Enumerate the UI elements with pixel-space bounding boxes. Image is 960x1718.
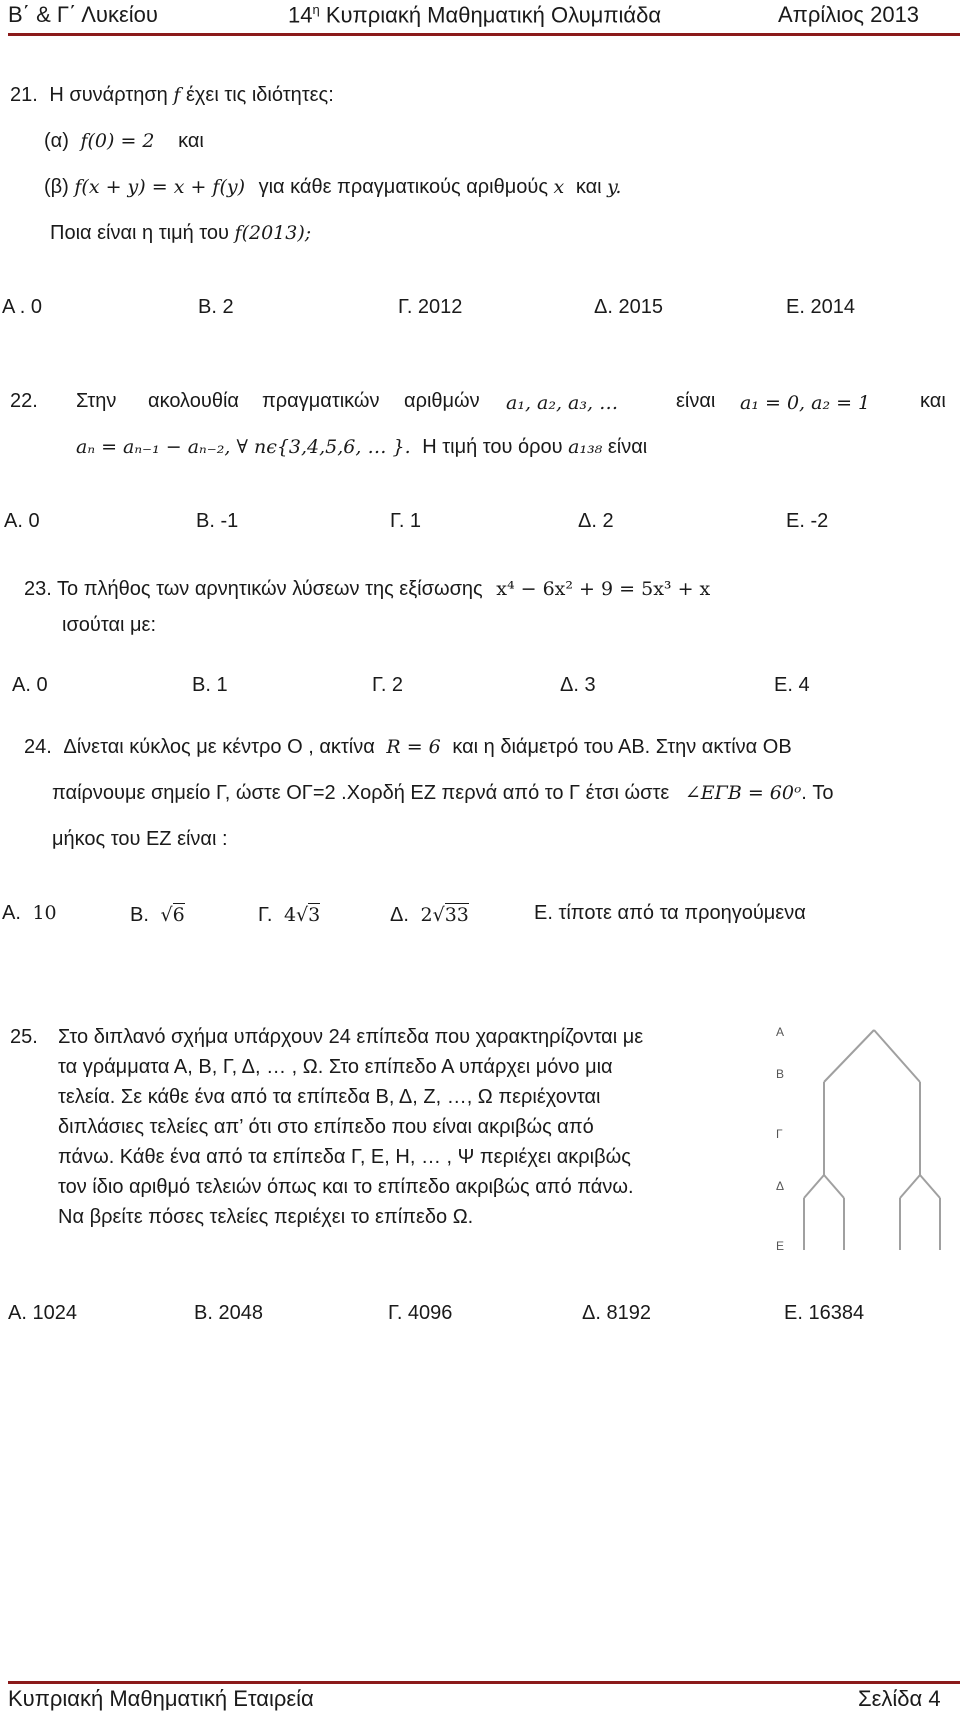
q21-intro2: έχει τις ιδιότητες: xyxy=(185,84,334,106)
q25-tree-diagram xyxy=(770,1020,960,1260)
q21-option-a[interactable]: Α . 0 xyxy=(2,296,43,318)
footer-left: Κυπριακή Μαθηματική Εταιρεία xyxy=(8,1686,314,1711)
q25-line: πάνω. Κάθε ένα από τα επίπεδα Γ, Ε, Η, … , Ψ περιέχει ακριβώς xyxy=(58,1146,631,1168)
q22-option-e[interactable]: Ε. -2 xyxy=(786,510,829,532)
q21-line3 xyxy=(44,176,621,199)
q21-a-expr: f(0) = 2 xyxy=(80,130,155,152)
q23-number: 23. xyxy=(24,578,52,600)
q21-b-x: x xyxy=(553,176,565,198)
q25-line: τελεία. Σε κάθε ένα από τα επίπεδα Β, Δ, Ζ, …, Ω περιέχονται xyxy=(58,1086,601,1108)
q24-opt-b-label: Β. xyxy=(130,904,149,926)
tree-edge xyxy=(874,1030,920,1082)
header-left: Β΄ & Γ΄ Λυκείου xyxy=(8,2,158,27)
q22-ask2: είναι xyxy=(607,436,648,458)
tree-edge xyxy=(900,1175,920,1198)
q21-question xyxy=(50,222,311,245)
q23-option-c[interactable]: Γ. 2 xyxy=(372,674,404,696)
q23-option-e[interactable]: Ε. 4 xyxy=(774,674,810,696)
tree-label-e: Ε xyxy=(776,1239,785,1253)
q24-line2 xyxy=(52,782,834,805)
q23-option-d[interactable]: Δ. 3 xyxy=(560,674,596,696)
q24-option-d[interactable] xyxy=(390,904,469,927)
q24-opt-a-label: Α. xyxy=(2,902,21,924)
q23-equation: x⁴ − 6x² + 9 = 5x³ + x xyxy=(496,578,711,600)
q24-l2a: παίρνουμε σημείο Γ, ώστε ΟΓ=2 .Χορδή ΕΖ περνά από το Γ έτσι ώστε xyxy=(52,782,670,804)
q24-opt-c-radicand: 3 xyxy=(308,904,321,926)
q21-line2 xyxy=(44,130,204,153)
q24-line3: μήκος του ΕΖ είναι : xyxy=(52,828,228,850)
q23-line1 xyxy=(24,578,710,601)
q24-l1a: Δίνεται κύκλος με κέντρο Ο , ακτίνα xyxy=(63,736,375,758)
q21-b-expr: f(x + y) = x + f(y) xyxy=(74,176,246,198)
q23-option-b[interactable]: Β. 1 xyxy=(192,674,228,696)
header-rule xyxy=(8,33,960,36)
tree-branches xyxy=(804,1030,940,1250)
q25-option-a[interactable]: Α. 1024 xyxy=(8,1302,77,1324)
q24-l2b: . Το xyxy=(801,782,834,804)
q25-line: διπλάσιες τελείες απ’ ότι στο επίπεδο που είναι ακριβώς από xyxy=(58,1116,594,1138)
q24-option-c[interactable] xyxy=(258,904,320,927)
q25-option-e[interactable]: Ε. 16384 xyxy=(784,1302,865,1324)
tree-edge xyxy=(920,1175,940,1198)
header-center-number: 14 xyxy=(288,2,313,28)
q24-option-b[interactable] xyxy=(130,904,185,927)
q25-number: 25. xyxy=(10,1026,38,1048)
q25-option-b[interactable]: Β. 2048 xyxy=(194,1302,263,1324)
q22-seq: a₁, a₂, a₃, … xyxy=(506,392,619,414)
tree-edge xyxy=(824,1175,844,1198)
q24-opt-d-sqrt: √33 xyxy=(432,904,469,926)
q24-l1b: και η διάμετρό του ΑΒ. Στην ακτίνα ΟΒ xyxy=(452,736,792,758)
q21-ask: Ποια είναι η τιμή του xyxy=(50,222,229,244)
q25-text xyxy=(10,1022,758,1232)
q21-intro: Η συνάρτηση xyxy=(49,84,168,106)
q24-opt-d-radicand: 33 xyxy=(444,904,469,926)
q22-w1: Στην xyxy=(76,390,117,412)
q24-l2m: ∠ΕΓΒ = 60ᵒ xyxy=(684,782,802,804)
q22-option-b[interactable]: Β. -1 xyxy=(196,510,239,532)
q24-opt-c-sqrt: √3 xyxy=(296,904,321,926)
q24-line1 xyxy=(24,736,792,759)
q22-w2: ακολουθία xyxy=(148,390,239,412)
q24-opt-c-label: Γ. xyxy=(258,904,273,926)
q22-ask: Η τιμή του όρου xyxy=(422,436,563,458)
q22-num: 22. xyxy=(10,390,38,412)
q22-init: a₁ = 0, a₂ = 1 xyxy=(740,392,871,414)
q24-opt-d-coef: 2 xyxy=(420,904,433,926)
footer-rule xyxy=(8,1681,960,1684)
tree-label-b: Β xyxy=(776,1067,785,1081)
q25-option-c[interactable]: Γ. 4096 xyxy=(388,1302,453,1324)
q22-line2 xyxy=(76,436,647,459)
q24-l1m: R = 6 xyxy=(386,736,441,758)
q25-line: τα γράμματα Α, Β, Γ, Δ, … , Ω. Στο επίπεδο Α υπάρχει μόνο μια xyxy=(58,1056,613,1078)
q21-option-c[interactable]: Γ. 2012 xyxy=(398,296,463,318)
q22-option-a[interactable]: Α. 0 xyxy=(4,510,40,532)
q24-option-e[interactable]: Ε. τίποτε από τα προηγούμενα xyxy=(534,902,806,924)
q21-a-label: (α) xyxy=(44,130,69,152)
q22-w4: αριθμών xyxy=(404,390,480,412)
q21-b-and: και xyxy=(575,176,602,198)
q24-opt-b-sqrt: √6 xyxy=(160,904,185,926)
tree-label-d: Δ xyxy=(776,1179,785,1193)
q21-line1 xyxy=(10,84,334,107)
q24-option-a[interactable] xyxy=(2,902,57,925)
q22-w6: και xyxy=(920,390,946,412)
q24-opt-a-value: 10 xyxy=(32,902,57,924)
q21-option-d[interactable]: Δ. 2015 xyxy=(594,296,663,318)
header-center-title: Κυπριακή Μαθηματική Ολυμπιάδα xyxy=(319,2,662,28)
q25-line: τον ίδιο αριθμό τελειών όπως και το επίπεδο ακριβώς από πάνω. xyxy=(58,1176,634,1198)
q22-rec: aₙ = aₙ₋₁ − aₙ₋₂, ∀ nϵ{3,4,5,6, … }. xyxy=(76,436,411,458)
q25-option-d[interactable]: Δ. 8192 xyxy=(582,1302,651,1324)
tree-label-c: Γ xyxy=(776,1127,783,1141)
header-center-sup: η xyxy=(312,2,320,17)
q21-fname: f xyxy=(173,84,181,106)
q24-opt-b-radicand: 6 xyxy=(172,904,185,926)
q22-option-c[interactable]: Γ. 1 xyxy=(390,510,422,532)
q22-w5: είναι xyxy=(676,390,716,412)
q21-number: 21. xyxy=(10,84,38,106)
q23-text: Το πλήθος των αρνητικών λύσεων της εξίσωσης xyxy=(57,578,483,600)
q24-opt-c-coef: 4 xyxy=(283,904,297,926)
q21-b-label: (β) xyxy=(44,176,69,198)
q21-b-y: y. xyxy=(607,176,622,198)
q25-line: Να βρείτε πόσες τελείες περιέχει το επίπεδο Ω. xyxy=(58,1206,474,1228)
q22-term: a₁₃₈ xyxy=(568,436,603,458)
header-center xyxy=(288,2,661,28)
q21-ask-expr: f(2013); xyxy=(234,222,312,244)
q24-opt-d-label: Δ. xyxy=(390,904,409,926)
q21-b-text: για κάθε πραγματικούς αριθμούς xyxy=(258,176,548,198)
footer-right: Σελίδα 4 xyxy=(858,1686,941,1711)
q23-text2: ισούται με: xyxy=(62,614,157,636)
q24-number: 24. xyxy=(24,736,52,758)
q25-line: Στο διπλανό σχήμα υπάρχουν 24 επίπεδα που χαρακτηρίζονται με xyxy=(58,1026,644,1048)
q21-a-and: και xyxy=(178,130,204,152)
tree-label-a: Α xyxy=(776,1025,785,1039)
tree-edge xyxy=(824,1030,874,1082)
q21-option-e[interactable]: Ε. 2014 xyxy=(786,296,855,318)
q21-option-b[interactable]: Β. 2 xyxy=(198,296,234,318)
q22-w3: πραγματικών xyxy=(262,390,380,412)
tree-edge xyxy=(804,1175,824,1198)
q22-option-d[interactable]: Δ. 2 xyxy=(578,510,614,532)
header-right: Απρίλιος 2013 xyxy=(778,2,920,27)
q23-option-a[interactable]: Α. 0 xyxy=(12,674,48,696)
